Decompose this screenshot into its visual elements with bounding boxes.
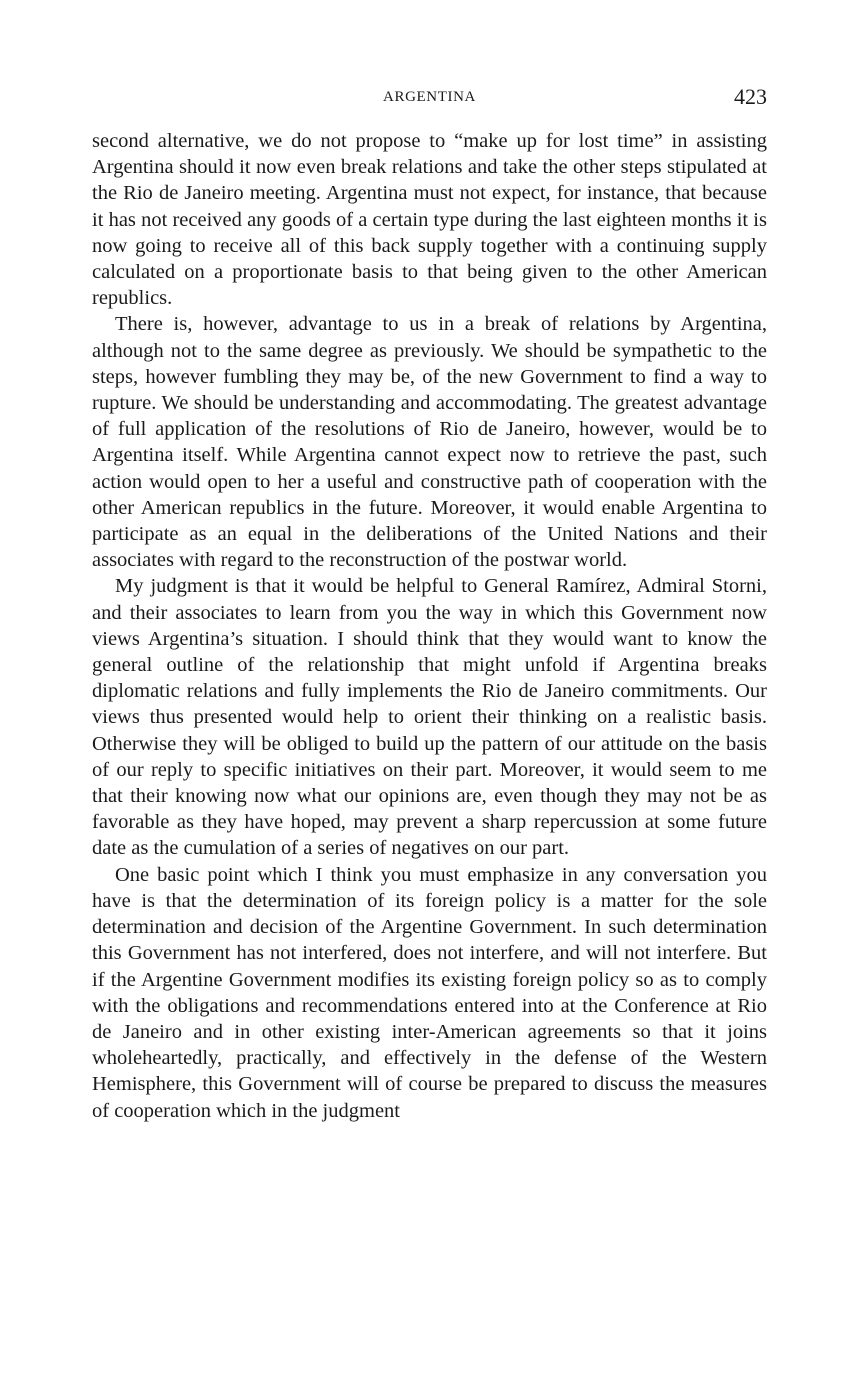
paragraph: My judgment is that it would be helpful to General Ramírez, Admiral Storni, and their associates to learn from you the way in which this Government now views Argentina’s situation. I should think that they would want to know the general outline of the relationship that might unfold if Argentina breaks diplomatic relations and fully implements the Rio de Janeiro commitments. Our views thus presented would help to orient their thinking on a realistic basis. Otherwise they will be obliged to build up the pattern of our attitude on the basis of our reply to specific initiatives on their part. Moreover, it would seem to me that their knowing now what our opinions are, even though they may not be as favorable as they have hoped, may prevent a sharp repercussion at some future date as the cumulation of a series of negatives on our part. xyxy=(92,575,767,860)
paragraph-continued: second alternative, we do not propose to “make up for lost time” in assisting Argentina should it now even break relations and take the other steps stipulated at the Rio de Janeiro meeting. Argentina must not expect, for instance, that because it has not received any goods of a certain type during the last eighteen months it is now going to receive all of this back supply together with a continuing supply calculated on a proportionate basis to that being given to the other American republics. xyxy=(92,130,767,310)
body-text xyxy=(92,128,767,1124)
running-header xyxy=(92,86,767,110)
paragraph: There is, however, advantage to us in a break of relations by Argentina, although not to the same degree as previously. We should be sympathetic to the steps, however fumbling they may be, of the new Government to find a way to rupture. We should be understanding and accommodating. The greatest advantage of full application of the resolutions of Rio de Janeiro, however, would be to Argentina itself. While Argentina cannot expect now to retrieve the past, such action would open to her a useful and constructive path of cooperation with the other American republics in the future. Moreover, it would enable Argentina to participate as an equal in the deliberations of the United Nations and their associates with regard to the reconstruction of the postwar world. xyxy=(92,313,767,572)
paragraph: One basic point which I think you must emphasize in any conversation you have is that the determination of its foreign policy is a matter for the sole determination and decision of the Argentine Government. In such determination this Government has not interfered, does not interfere, and will not interfere. But if the Argentine Government modifies its existing foreign policy so as to comply with the obligations and recommendations entered into at the Conference at Rio de Janeiro and in other existing inter-American agreements so that it joins wholeheartedly, practically, and effectively in the defense of the Western Hemisphere, this Government will of course be prepared to discuss the measures of cooperation which in the judgment xyxy=(92,863,767,1122)
running-title: ARGENTINA xyxy=(383,89,476,105)
page-number: 423 xyxy=(734,84,767,109)
